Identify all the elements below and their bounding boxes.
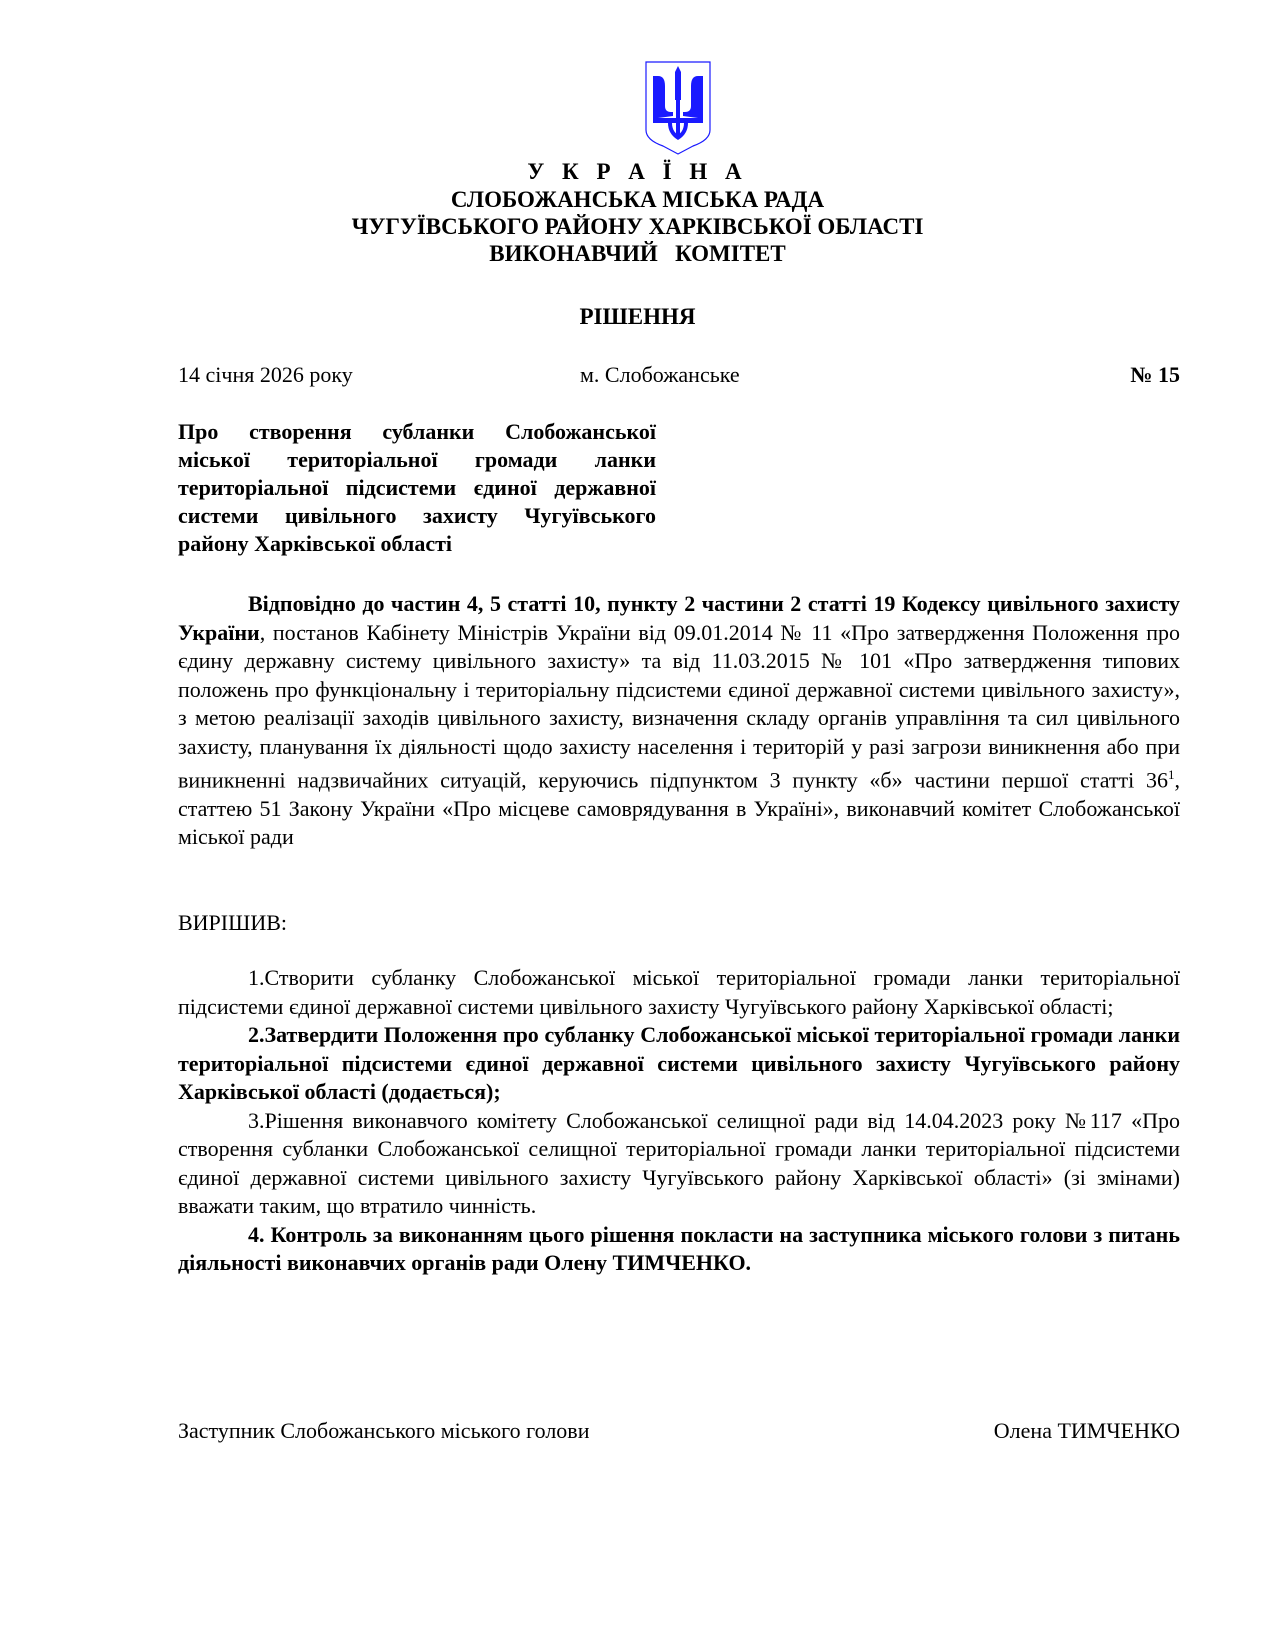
preamble-text-1: , постанов Кабінету Міністрів України від 09.01.2014 № 11 «Про затвердження Положення про єдину державну систему цивільного захисту» та від 11.03.2015 № 101 «Про затвердження типових положень про функціональну і територіальну підсистеми єдиної державної системи цивільного захисту», з метою реалізації заходів цивільного захисту, визначення складу органів управління та сил цивільного захисту, планування їх діяльності щодо захисту населення і територій у разі загрози виникнення або при виникненні надзвичайних ситуацій, керуючись підпунктом 3 пункту «б» частини першої статті 36 [178, 619, 1180, 793]
preamble-legal-basis: Відповідно до частин 4, 5 статті 10, пункту 2 частини 2 статті 19 Кодексу цивільного захисту України [178, 591, 1180, 645]
header-country: У К Р А Ї Н А [527, 159, 748, 184]
document-meta-line [178, 362, 1180, 392]
header-committee: ВИКОНАВЧИЙ КОМІТЕТ [489, 241, 786, 266]
header-district: ЧУГУЇВСЬКОГО РАЙОНУ ХАРКІВСЬКОЇ ОБЛАСТІ [351, 214, 924, 239]
document-type-title: РІШЕННЯ [579, 304, 696, 329]
signatory-position: Заступник Слобожанського міського голови [178, 1418, 590, 1443]
decision-item-1: 1.Створити субланку Слобожанської міської територіальної громади ланки територіальної підсистеми єдиної державної системи цивільного захисту Чугуївського району Харківської області; [178, 965, 1180, 1019]
preamble-superscript: 1 [1168, 767, 1175, 782]
preamble-text-2: , статтею 51 Закону України «Про місцеве самоврядування в Україні», виконавчий комітет Слобожанської міської ради [178, 767, 1180, 850]
document-city: м. Слобожанське [580, 362, 740, 387]
document-date: 14 січня 2026 року [178, 362, 353, 387]
decision-item-4: 4. Контроль за виконанням цього рішення покласти на заступника міського голови з питань діяльності виконавчих органів ради Олену ТИМЧЕНКО. [178, 1221, 1180, 1275]
document-subject: Про створення субланки Слобожанської міської територіальної громади ланки територіальної підсистеми єдиної державної системи цивільного захисту Чугуївського району Харківської області [178, 419, 656, 556]
signature-block [178, 1418, 1180, 1448]
ukraine-coat-of-arms-trident-icon [643, 60, 713, 156]
header-council: СЛОБОЖАНСЬКА МІСЬКА РАДА [450, 187, 825, 212]
preamble-paragraph [178, 590, 1180, 852]
decision-items [178, 964, 1180, 1278]
signatory-name: Олена ТИМЧЕНКО [993, 1418, 1180, 1443]
decided-label: ВИРІШИВ: [178, 910, 287, 935]
document-number: № 15 [1130, 362, 1180, 387]
decision-item-3: 3.Рішення виконавчого комітету Слобожанської селищної ради від 14.04.2023 року №117 «Про створення субланки Слобожанської селищної територіальної громади ланки територіальної підсистеми єдиної державної системи цивільного захисту Чугуївського району Харківської області» (зі змінами) вважати таким, що втратило чинність. [178, 1107, 1180, 1218]
decision-item-2: 2.Затвердити Положення про субланку Слобожанської міської територіальної громади ланки територіальної підсистеми єдиної державної системи цивільного захисту Чугуївського району Харківської області (додається); [178, 1022, 1180, 1104]
